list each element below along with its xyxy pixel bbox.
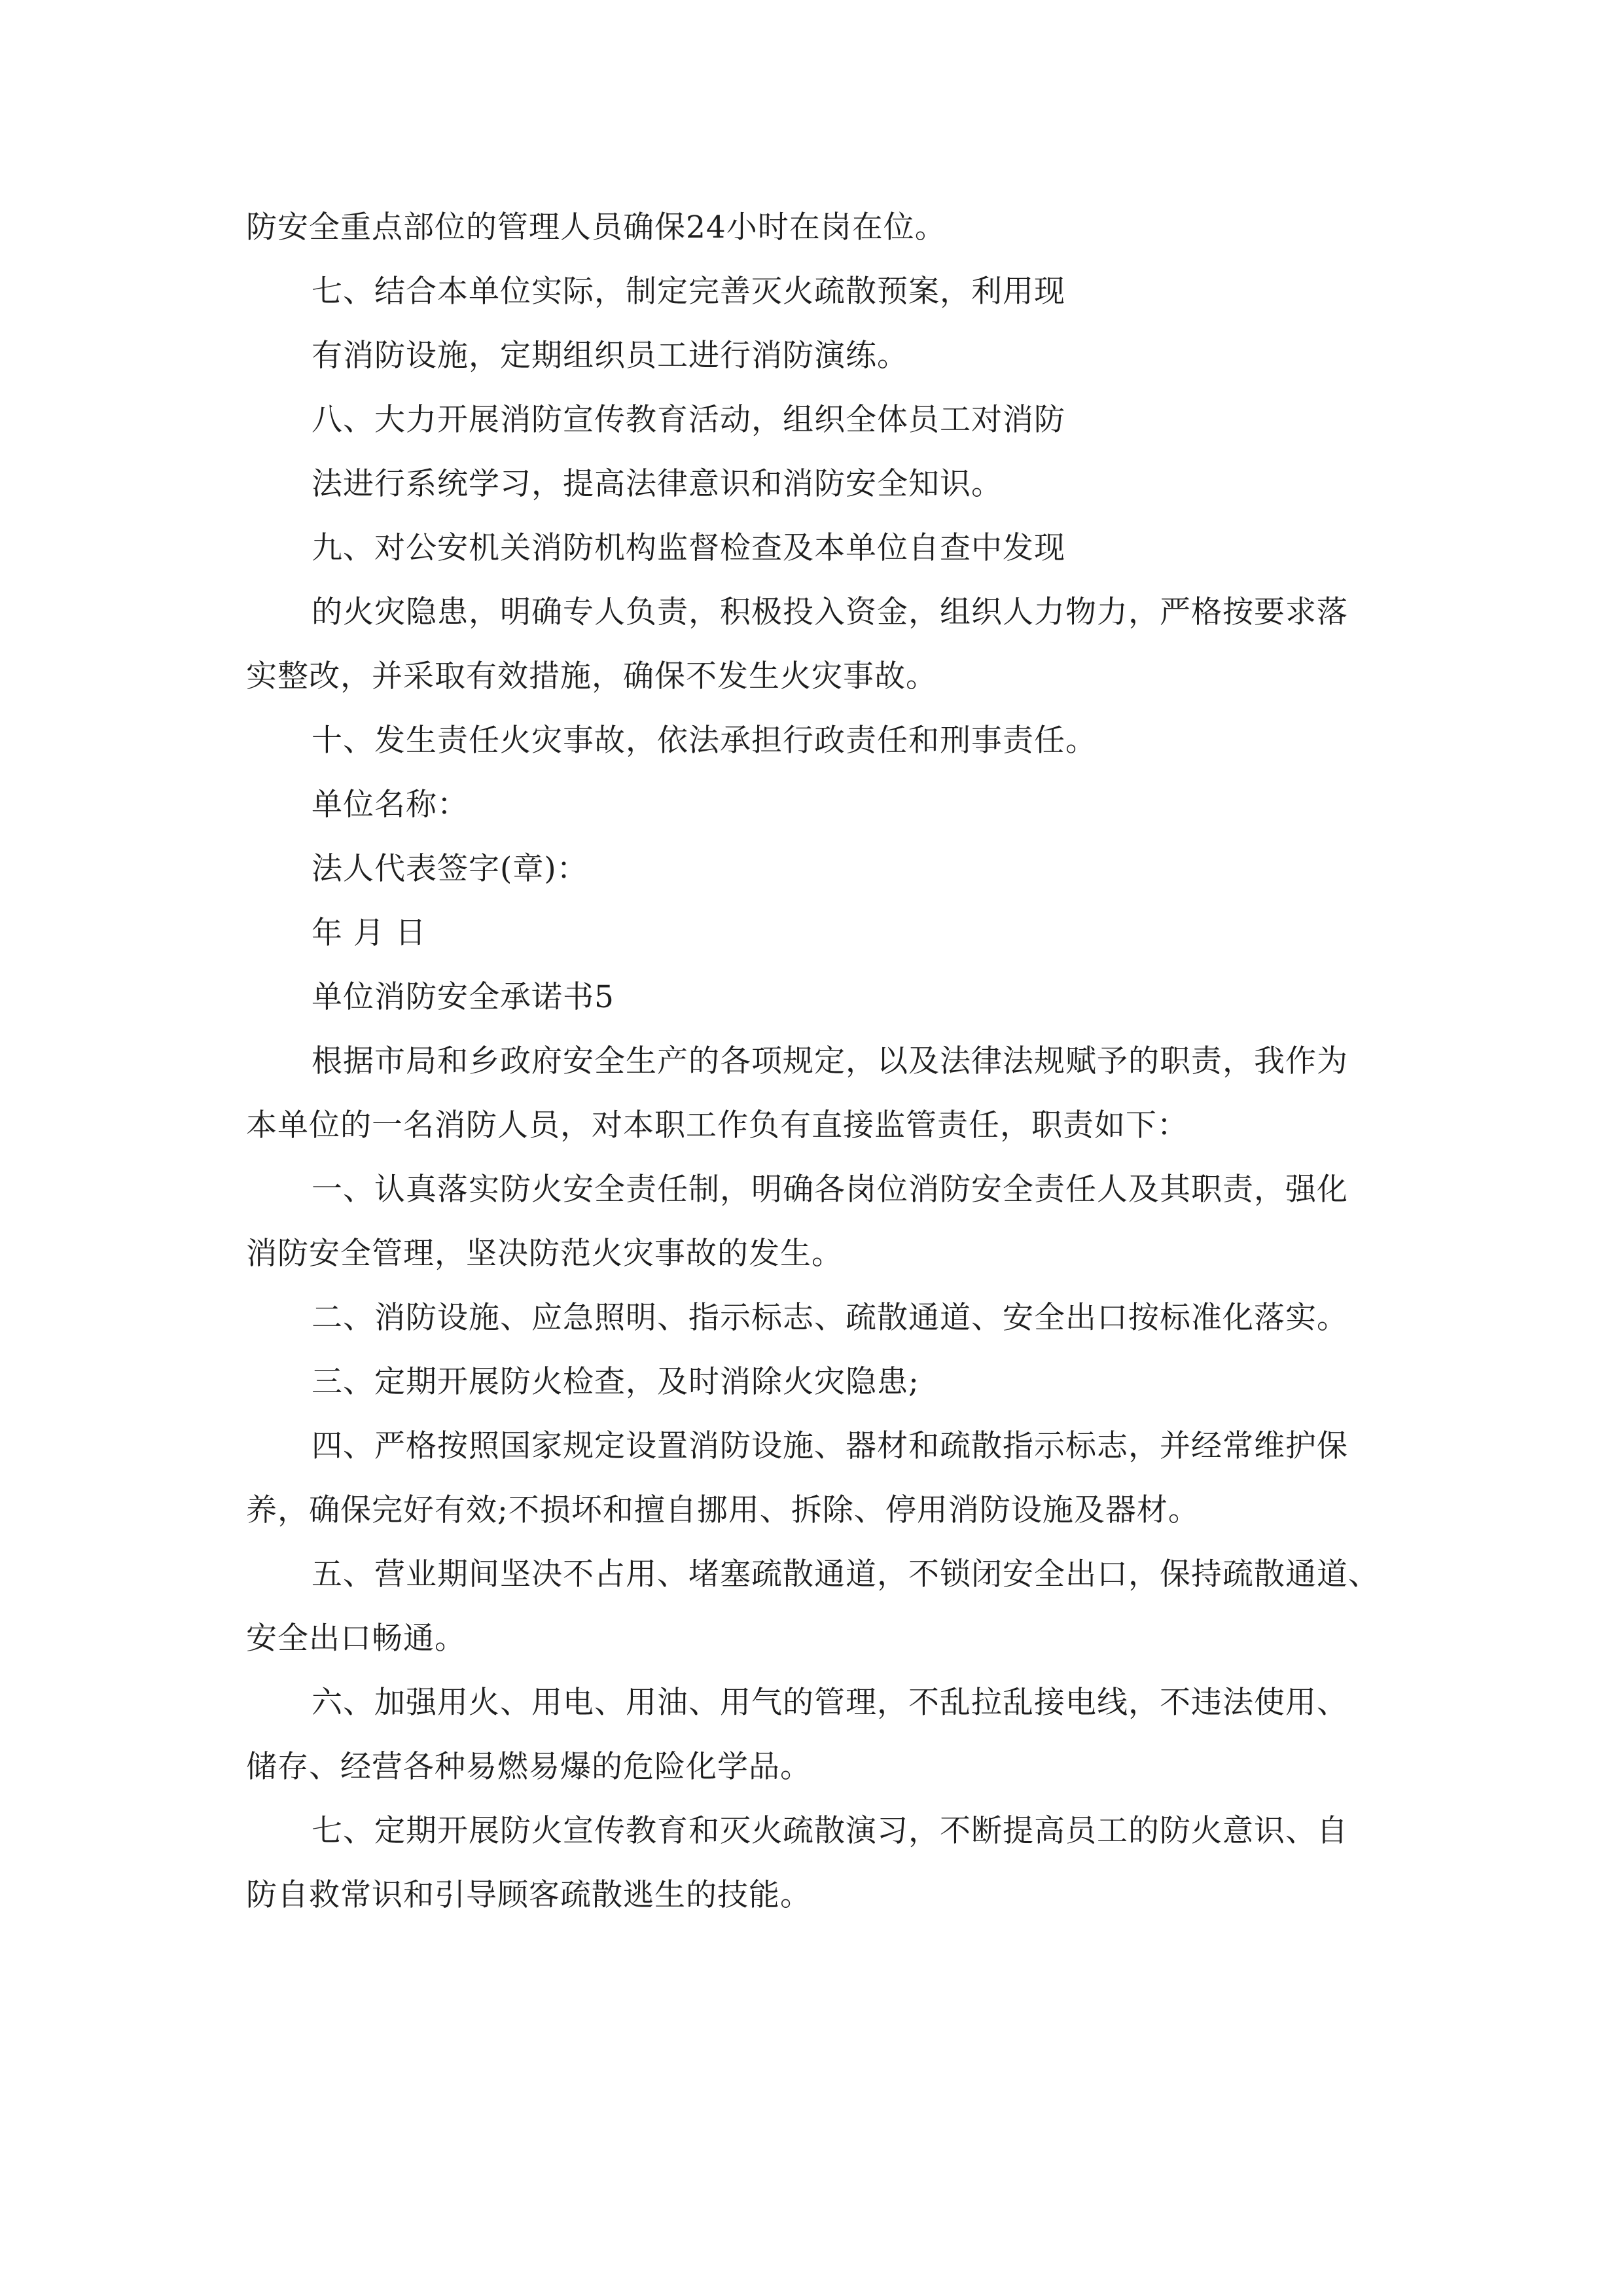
text-line: 八、大力开展消防宣传教育活动，组织全体员工对消防 — [312, 402, 1065, 438]
text-line: 根据市局和乡政府安全生产的各项规定，以及法律法规赋予的职责，我作为 — [312, 1043, 1348, 1079]
section-title: 单位消防安全承诺书5 — [312, 979, 615, 1015]
text-line: 实整改，并采取有效措施，确保不发生火灾事故。 — [246, 658, 937, 694]
text-line: 三、定期开展防火检查，及时消除火灾隐患; — [312, 1364, 919, 1400]
text-line: 防安全重点部位的管理人员确保24小时在岗在位。 — [246, 209, 946, 245]
text-line: 法进行系统学习，提高法律意识和消防安全知识。 — [312, 466, 1003, 502]
text-line: 一、认真落实防火安全责任制，明确各岗位消防安全责任人及其职责，强化 — [312, 1172, 1348, 1208]
text-line: 年 月 日 — [312, 915, 427, 951]
text-line: 五、营业期间坚决不占用、堵塞疏散通道，不锁闭安全出口，保持疏散通道、 — [312, 1556, 1380, 1592]
text-line: 有消防设施，定期组织员工进行消防演练。 — [312, 338, 908, 374]
text-line: 七、结合本单位实际，制定完善灭火疏散预案，利用现 — [312, 274, 1065, 310]
text-line: 十、发生责任火灾事故，依法承担行政责任和刑事责任。 — [312, 723, 1097, 759]
text-line: 九、对公安机关消防机构监督检查及本单位自查中发现 — [312, 530, 1065, 566]
text-line: 安全出口畅通。 — [246, 1621, 466, 1657]
text-line: 七、定期开展防火宣传教育和灭火疏散演习，不断提高员工的防火意识、自 — [312, 1813, 1348, 1849]
text-line: 储存、经营各种易燃易爆的危险化学品。 — [246, 1749, 812, 1785]
text-line: 本单位的一名消防人员，对本职工作负有直接监管责任，职责如下： — [246, 1107, 1188, 1143]
text-line: 养，确保完好有效;不损坏和擅自挪用、拆除、停用消防设施及器材。 — [246, 1492, 1200, 1528]
text-line: 的火灾隐患，明确专人负责，积极投入资金，组织人力物力，严格按要求落 — [312, 594, 1348, 630]
text-line: 消防安全管理，坚决防范火灾事故的发生。 — [246, 1236, 843, 1272]
text-line: 法人代表签字(章)： — [312, 851, 588, 887]
text-line: 二、消防设施、应急照明、指示标志、疏散通道、安全出口按标准化落实。 — [312, 1300, 1348, 1336]
text-line: 四、严格按照国家规定设置消防设施、器材和疏散指示标志，并经常维护保 — [312, 1428, 1348, 1464]
text-line: 单位名称： — [312, 787, 469, 823]
text-line: 六、加强用火、用电、用油、用气的管理，不乱拉乱接电线，不违法使用、 — [312, 1685, 1348, 1721]
text-line: 防自救常识和引导顾客疏散逃生的技能。 — [246, 1877, 812, 1913]
